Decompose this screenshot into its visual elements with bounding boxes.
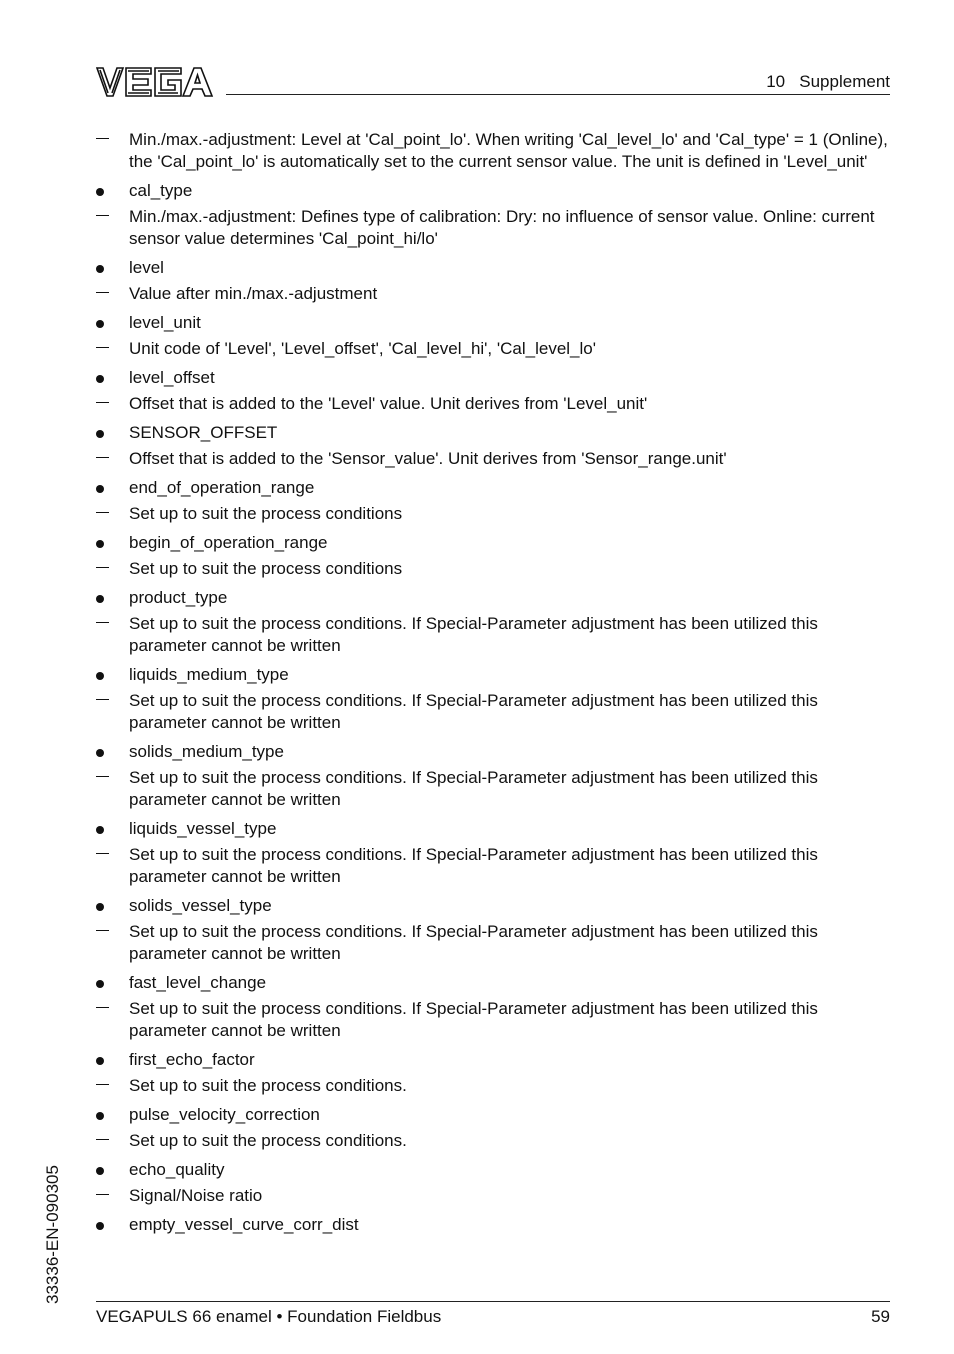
description-row bbox=[96, 283, 890, 305]
description-row bbox=[96, 393, 890, 415]
parameter-list bbox=[96, 129, 890, 1236]
parameter-description: Value after min./max.-adjustment bbox=[129, 284, 378, 303]
list-item bbox=[96, 129, 890, 173]
parameter-name: level_unit bbox=[129, 313, 201, 332]
description-row bbox=[96, 1130, 890, 1152]
parameter-row bbox=[96, 180, 890, 202]
parameter-description: Set up to suit the process conditions. If Special-Parameter adjustment has been utilized this parameter cannot be written bbox=[129, 691, 818, 732]
description-row bbox=[96, 613, 890, 657]
description-row bbox=[96, 1185, 890, 1207]
bullet-dot-icon bbox=[96, 1159, 116, 1181]
description-row bbox=[96, 129, 890, 173]
description-row bbox=[96, 690, 890, 734]
dash-icon bbox=[96, 503, 116, 525]
parameter-description: Set up to suit the process conditions. bbox=[129, 1131, 407, 1150]
list-item bbox=[96, 741, 890, 811]
bullet-dot-icon bbox=[96, 587, 116, 609]
parameter-name: solids_vessel_type bbox=[129, 896, 272, 915]
dash-icon bbox=[96, 129, 116, 151]
list-item bbox=[96, 1049, 890, 1097]
parameter-description: Set up to suit the process conditions bbox=[129, 559, 403, 578]
description-row bbox=[96, 1075, 890, 1097]
parameter-description: Min./max.-adjustment: Defines type of calibration: Dry: no influence of sensor value. Online: current sensor value determines 'Cal_point_hi/lo' bbox=[129, 207, 875, 248]
bullet-dot-icon bbox=[96, 532, 116, 554]
parameter-row bbox=[96, 367, 890, 389]
parameter-description: Set up to suit the process conditions bbox=[129, 504, 403, 523]
parameter-row bbox=[96, 312, 890, 334]
list-item bbox=[96, 477, 890, 525]
parameter-name: liquids_vessel_type bbox=[129, 819, 277, 838]
list-item bbox=[96, 1104, 890, 1152]
parameter-description: Signal/Noise ratio bbox=[129, 1186, 263, 1205]
parameter-name: cal_type bbox=[129, 181, 193, 200]
dash-icon bbox=[96, 921, 116, 943]
list-item bbox=[96, 664, 890, 734]
parameter-name: empty_vessel_curve_corr_dist bbox=[129, 1215, 359, 1234]
parameter-row bbox=[96, 1214, 890, 1236]
dash-icon bbox=[96, 393, 116, 415]
bullet-dot-icon bbox=[96, 664, 116, 686]
footer-rule bbox=[96, 1301, 890, 1302]
parameter-description: Set up to suit the process conditions. If Special-Parameter adjustment has been utilized this parameter cannot be written bbox=[129, 845, 818, 886]
bullet-dot-icon bbox=[96, 1214, 116, 1236]
parameter-row bbox=[96, 422, 890, 444]
bullet-dot-icon bbox=[96, 818, 116, 840]
dash-icon bbox=[96, 558, 116, 580]
parameter-row bbox=[96, 1159, 890, 1181]
header-rule bbox=[226, 94, 890, 95]
dash-icon bbox=[96, 283, 116, 305]
parameter-description: Offset that is added to the 'Sensor_value'. Unit derives from 'Sensor_range.unit' bbox=[129, 449, 727, 468]
parameter-row bbox=[96, 1104, 890, 1126]
parameter-row bbox=[96, 477, 890, 499]
parameter-description: Set up to suit the process conditions. bbox=[129, 1076, 407, 1095]
parameter-name: level bbox=[129, 258, 164, 277]
dash-icon bbox=[96, 690, 116, 712]
parameter-row bbox=[96, 257, 890, 279]
parameter-row bbox=[96, 1049, 890, 1071]
description-row bbox=[96, 921, 890, 965]
description-row bbox=[96, 448, 890, 470]
bullet-dot-icon bbox=[96, 477, 116, 499]
parameter-row bbox=[96, 818, 890, 840]
list-item bbox=[96, 257, 890, 305]
description-row bbox=[96, 338, 890, 360]
list-item bbox=[96, 587, 890, 657]
dash-icon bbox=[96, 206, 116, 228]
description-row bbox=[96, 767, 890, 811]
parameter-name: fast_level_change bbox=[129, 973, 267, 992]
parameter-description: Set up to suit the process conditions. If Special-Parameter adjustment has been utilized this parameter cannot be written bbox=[129, 768, 818, 809]
page-number: 59 bbox=[871, 1307, 890, 1326]
footer-title: VEGAPULS 66 enamel • Foundation Fieldbus bbox=[96, 1307, 442, 1326]
parameter-row bbox=[96, 972, 890, 994]
parameter-name: SENSOR_OFFSET bbox=[129, 423, 278, 442]
bullet-dot-icon bbox=[96, 422, 116, 444]
section-title: 10 Supplement bbox=[766, 72, 890, 91]
description-row bbox=[96, 503, 890, 525]
parameter-name: end_of_operation_range bbox=[129, 478, 315, 497]
parameter-description: Set up to suit the process conditions. If Special-Parameter adjustment has been utilized this parameter cannot be written bbox=[129, 922, 818, 963]
dash-icon bbox=[96, 1185, 116, 1207]
parameter-name: liquids_medium_type bbox=[129, 665, 289, 684]
bullet-dot-icon bbox=[96, 367, 116, 389]
description-row bbox=[96, 206, 890, 250]
document-id: 33336-EN-090305 bbox=[43, 1165, 62, 1304]
parameter-description: Set up to suit the process conditions. If Special-Parameter adjustment has been utilized this parameter cannot be written bbox=[129, 999, 818, 1040]
list-item bbox=[96, 367, 890, 415]
list-item bbox=[96, 895, 890, 965]
dash-icon bbox=[96, 1130, 116, 1152]
vega-logo bbox=[96, 66, 214, 98]
list-item bbox=[96, 312, 890, 360]
parameter-name: level_offset bbox=[129, 368, 215, 387]
bullet-dot-icon bbox=[96, 312, 116, 334]
bullet-dot-icon bbox=[96, 180, 116, 202]
list-item bbox=[96, 1159, 890, 1207]
parameter-row bbox=[96, 664, 890, 686]
list-item bbox=[96, 532, 890, 580]
parameter-name: pulse_velocity_correction bbox=[129, 1105, 320, 1124]
description-row bbox=[96, 558, 890, 580]
dash-icon bbox=[96, 998, 116, 1020]
list-item bbox=[96, 818, 890, 888]
dash-icon bbox=[96, 844, 116, 866]
list-item bbox=[96, 180, 890, 250]
dash-icon bbox=[96, 613, 116, 635]
list-item bbox=[96, 422, 890, 470]
bullet-dot-icon bbox=[96, 1104, 116, 1126]
description-row bbox=[96, 998, 890, 1042]
parameter-name: solids_medium_type bbox=[129, 742, 284, 761]
parameter-description: Min./max.-adjustment: Level at 'Cal_point_lo'. When writing 'Cal_level_lo' and 'Cal_type' = 1 (Online), the 'Cal_point_lo' is automatically set to the current sensor value. The unit is defined in 'Level_unit' bbox=[129, 130, 888, 171]
bullet-dot-icon bbox=[96, 972, 116, 994]
parameter-row bbox=[96, 532, 890, 554]
parameter-name: product_type bbox=[129, 588, 228, 607]
parameter-description: Offset that is added to the 'Level' value. Unit derives from 'Level_unit' bbox=[129, 394, 648, 413]
dash-icon bbox=[96, 448, 116, 470]
parameter-name: first_echo_factor bbox=[129, 1050, 255, 1069]
list-item bbox=[96, 972, 890, 1042]
bullet-dot-icon bbox=[96, 1049, 116, 1071]
parameter-row bbox=[96, 895, 890, 917]
parameter-description: Unit code of 'Level', 'Level_offset', 'Cal_level_hi', 'Cal_level_lo' bbox=[129, 339, 596, 358]
list-item bbox=[96, 1214, 890, 1236]
parameter-name: begin_of_operation_range bbox=[129, 533, 328, 552]
parameter-row bbox=[96, 741, 890, 763]
dash-icon bbox=[96, 338, 116, 360]
dash-icon bbox=[96, 767, 116, 789]
parameter-row bbox=[96, 587, 890, 609]
bullet-dot-icon bbox=[96, 895, 116, 917]
parameter-name: echo_quality bbox=[129, 1160, 225, 1179]
parameter-description: Set up to suit the process conditions. If Special-Parameter adjustment has been utilized this parameter cannot be written bbox=[129, 614, 818, 655]
bullet-dot-icon bbox=[96, 257, 116, 279]
description-row bbox=[96, 844, 890, 888]
dash-icon bbox=[96, 1075, 116, 1097]
bullet-dot-icon bbox=[96, 741, 116, 763]
